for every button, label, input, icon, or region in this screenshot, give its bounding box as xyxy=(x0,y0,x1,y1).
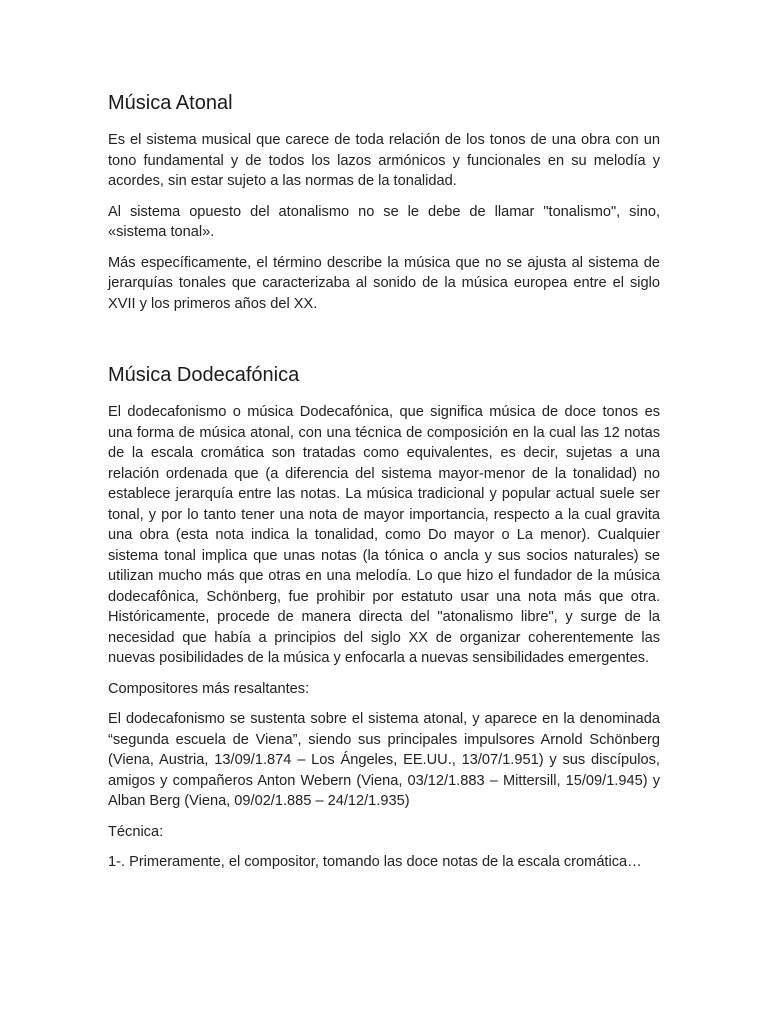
section-title-musica-dodecafonica: Música Dodecafónica xyxy=(108,364,300,386)
atonal-paragraph-2: Al sistema opuesto del atonalismo no se le debe de llamar "tonalismo", sino, «sistema tonal». xyxy=(108,203,660,240)
technique-step-1: 1-. Primeramente, el compositor, tomando las doce notas de la escala cromática… xyxy=(108,854,642,870)
composers-heading: Compositores más resaltantes: xyxy=(108,680,310,697)
composers-paragraph: El dodecafonismo se sustenta sobre el sistema atonal, y aparece en la denominada “segunda escuela de Viena”, siendo sus principales impulsores Arnold Schönberg (Viena, Austria, 13/09/1.874 – Los Ángeles, EE.UU., 13/07/1.951) y sus discípulos, amigos y compañeros Anton Webern (Viena, 03/12/1.883 – Mittersill, 15/09/1.945) y Alban Berg (Viena, 09/02/1.885 – 24/12/1.935) xyxy=(108,711,660,809)
atonal-paragraph-1: Es el sistema musical que carece de toda relación de los tonos de una obra con un tono fundamental y de todos los lazos armónicos y funcionales en su melodía y acordes, sin estar sujeto a las normas de la tonalidad. xyxy=(108,132,660,189)
dodecafonica-paragraph-1: El dodecafonismo o música Dodecafónica, que significa música de doce tonos es una forma de música atonal, con una técnica de composición en la cual las 12 notas de la escala cromática son tratadas como equivalentes, es decir, sujetas a una relación ordenada que (a diferencia del sistema mayor-menor de la tonalidad) no establece jerarquía entre las notas. La música tradicional y popular actual suele ser tonal, y por lo tanto tener una nota de mayor importancia, respecto a la cual gravita una obra (esta nota indica la tonalidad, como Do mayor o La menor). Cualquier sistema tonal implica que unas notas (la tónica o ancla y sus socios naturales) se utilizan mucho más que otras en una melodía. Lo que hizo el fundador de la música dodecafônica, Schönberg, fue prohibir por estatuto usar una nota más que otra. Históricamente, procede de manera directa del "atonalismo libre", y surge de la necesidad que había a principios del siglo XX de organizar coherentemente las nuevas posibilidades de la música y enfocarla a nuevas sensibilidades emergentes. xyxy=(108,404,660,666)
section-spacer xyxy=(108,324,660,362)
technique-heading: Técnica: xyxy=(108,823,164,840)
atonal-paragraph-3: Más específicamente, el término describe la música que no se ajusta al sistema de jerarquías tonales que caracterizaba al sonido de la música europea entre el siglo XVII y los primeros años del XX. xyxy=(108,254,660,312)
section-title-musica-atonal: Música Atonal xyxy=(108,92,233,114)
